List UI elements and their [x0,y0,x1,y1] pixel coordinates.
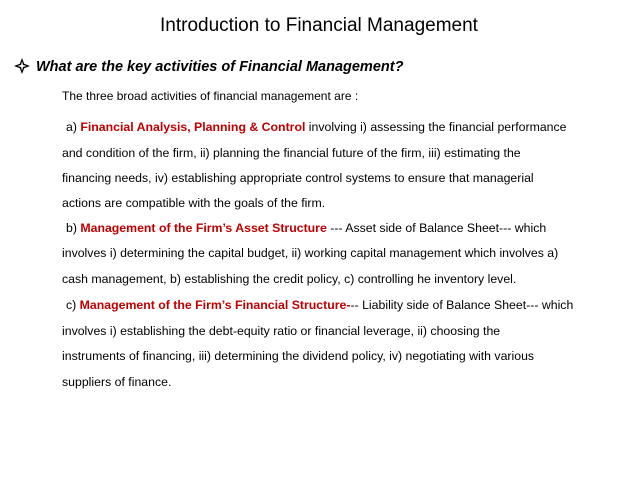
item-c-first-rest: -- Liability side of Balance Sheet--- which [350,298,574,312]
item-c-line-3: instruments of financing, iii) determining the dividend policy, iv) negotiating with various [62,349,535,363]
item-c-line-2: involves i) establishing the debt-equity ratio or financial leverage, ii) choosing the [62,324,501,338]
item-b-first-line [66,219,546,237]
item-a-line-3: financing needs, iv) establishing appropriate control systems to ensure that managerial [62,171,534,185]
item-c-prefix: c) [66,298,77,312]
diamond-four-icon [14,58,30,74]
intro-text: The three broad activities of financial management are : [62,89,359,103]
item-a-line-4: actions are compatible with the goals of the firm. [62,196,326,210]
slide-title: Introduction to Financial Management [160,15,478,36]
item-b-prefix: b) [66,221,77,235]
item-a-prefix: a) [66,120,77,134]
item-b-first-rest: --- Asset side of Balance Sheet--- which [326,221,547,235]
item-c-highlight: Management of the Firm’s Financial Structure- [79,298,351,312]
item-a-line-2: and condition of the firm, ii) planning the financial future of the firm, iii) estimating the [62,146,521,160]
item-c-line-4: suppliers of finance. [62,375,172,389]
item-b-highlight: Management of the Firm’s Asset Structure [80,221,327,235]
item-a-first-line [66,118,567,136]
item-c-first-line [66,296,573,314]
item-b-line-2: involves i) determining the capital budget, ii) working capital management which involves a) [62,246,559,260]
item-a-first-rest: involving i) assessing the financial performance [305,120,567,134]
item-a-highlight: Financial Analysis, Planning & Control [80,120,306,134]
question-heading: What are the key activities of Financial Management? [36,59,404,75]
item-b-line-3: cash management, b) establishing the credit policy, c) controlling he inventory level. [62,272,517,286]
